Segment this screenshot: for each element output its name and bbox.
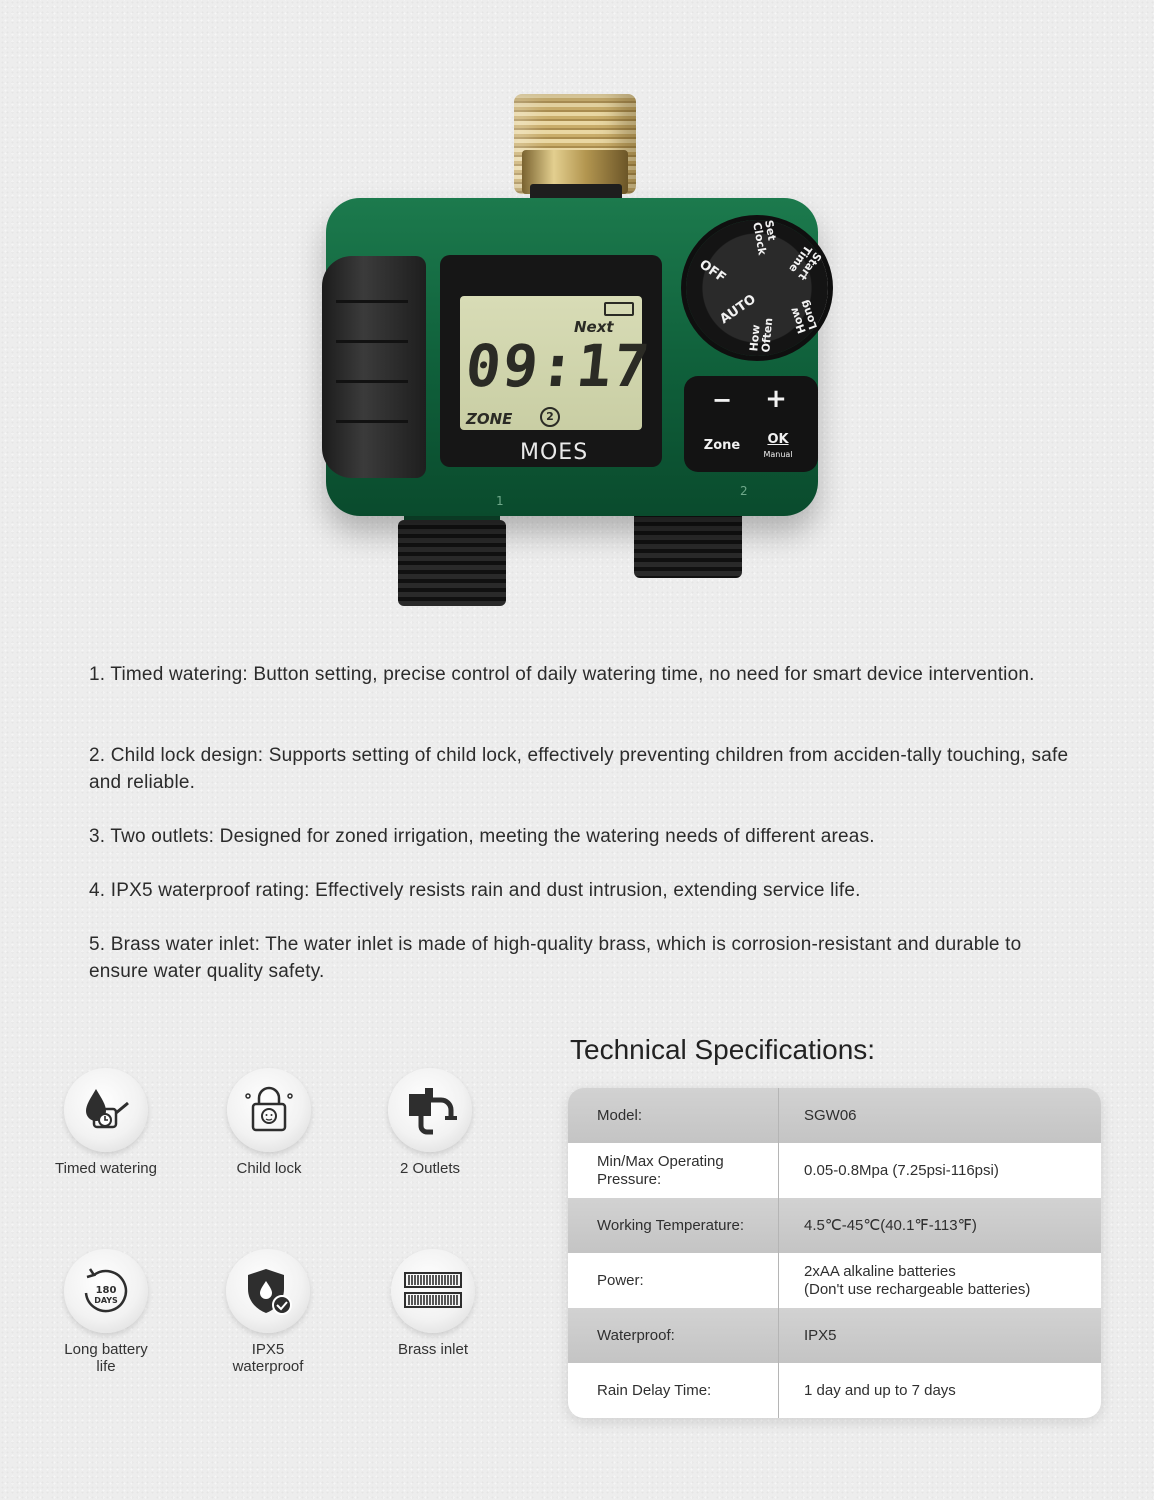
- table-row: [568, 1253, 1101, 1308]
- spec-value: SGW06: [804, 1106, 857, 1124]
- icon-label: Brass inlet: [397, 1341, 469, 1358]
- spec-value: [779, 1253, 1101, 1308]
- brass-inlet-icon: [391, 1249, 475, 1333]
- zone-button[interactable]: Zone: [703, 438, 741, 453]
- feature-item: 3. Two outlets: Designed for zoned irrigation, meeting the watering needs of different areas.: [89, 826, 875, 847]
- lcd-zone-label: ZONE: [466, 410, 513, 428]
- grip-ridge: [336, 420, 408, 423]
- dial-label-how-often: How Often: [747, 317, 776, 353]
- icon-label: 2 Outlets: [399, 1160, 461, 1177]
- feature-list: [89, 661, 1079, 985]
- feature-icon-outlets: [355, 1068, 505, 1177]
- lcd-time: 09:17: [462, 332, 655, 400]
- feature-icon-timed-watering: [31, 1068, 181, 1177]
- lcd-zone-number: 2: [540, 407, 560, 427]
- spec-key: Waterproof:: [568, 1308, 779, 1363]
- specs-table: [568, 1088, 1101, 1418]
- two-outlets-icon: [388, 1068, 472, 1152]
- watering-can-icon: [64, 1068, 148, 1152]
- spec-value: 4.5℃-45℃(40.1℉-113℉): [804, 1216, 977, 1234]
- icon-label: IPX5 waterproof: [232, 1341, 304, 1375]
- spec-key: Model:: [568, 1088, 779, 1143]
- battery-indicator-icon: [604, 302, 634, 316]
- dial-label-set-clock: Set Clock: [750, 219, 779, 257]
- feature-icon-child-lock: [194, 1068, 344, 1177]
- spec-value: 0.05-0.8Mpa (7.25psi-116psi): [804, 1161, 999, 1179]
- spec-value-line: (Don't use rechargeable batteries): [804, 1280, 1031, 1298]
- minus-button[interactable]: −: [711, 386, 733, 414]
- spec-key: Rain Delay Time:: [568, 1363, 779, 1418]
- feature-icon-battery: [31, 1249, 181, 1375]
- table-row: [568, 1143, 1101, 1198]
- grip-ridge: [336, 340, 408, 343]
- spec-value-line: 2xAA alkaline batteries: [804, 1262, 956, 1280]
- table-row: [568, 1198, 1101, 1253]
- specs-title: Technical Specifications:: [570, 1034, 876, 1065]
- spec-key: Min/Max Operating Pressure:: [568, 1143, 779, 1198]
- side-grip: [322, 256, 426, 478]
- manual-label: Manual: [763, 450, 793, 459]
- outlet-2: [634, 508, 742, 578]
- outlet-number-2: 2: [740, 484, 748, 498]
- product-image: [0, 0, 1154, 620]
- brand-logo: MOES: [520, 440, 589, 465]
- waterproof-shield-icon: [226, 1249, 310, 1333]
- feature-item: 2. Child lock design: Supports setting of child lock, effectively preventing children from acciden-tally touching, safe and reliable.: [89, 745, 1069, 793]
- lcd-next-label: Next: [574, 318, 614, 336]
- table-row: [568, 1088, 1101, 1143]
- spec-key: Working Temperature:: [568, 1198, 779, 1253]
- feature-icon-waterproof: [193, 1249, 343, 1375]
- grip-ridge: [336, 380, 408, 383]
- icon-label: Timed watering: [55, 1160, 157, 1177]
- ok-button[interactable]: OK: [767, 432, 789, 447]
- icon-label: Child lock: [236, 1160, 302, 1177]
- child-lock-icon: [227, 1068, 311, 1152]
- spec-value: 1 day and up to 7 days: [804, 1381, 956, 1399]
- dial-label-auto: AUTO: [717, 291, 759, 328]
- table-row: [568, 1308, 1101, 1363]
- icon-label: Long battery life: [64, 1341, 148, 1375]
- grip-ridge: [336, 300, 408, 303]
- button-pad: [684, 376, 818, 472]
- mode-dial[interactable]: [686, 220, 828, 356]
- plus-button[interactable]: +: [765, 384, 787, 414]
- battery-badge-top: 180: [95, 1285, 117, 1296]
- outlet-number-1: 1: [496, 494, 504, 508]
- dial-label-start-time: Start Time: [786, 242, 825, 283]
- dial-label-off: OFF: [696, 257, 729, 286]
- spec-key: Power:: [568, 1253, 779, 1308]
- dial-label-how-long: How Long: [787, 298, 821, 336]
- outlet-1: [398, 520, 506, 606]
- feature-icon-brass-inlet: [358, 1249, 508, 1358]
- battery-badge-bottom: DAYS: [94, 1296, 118, 1305]
- spec-value-lines: [804, 1263, 1030, 1299]
- feature-item: 4. IPX5 waterproof rating: Effectively resists rain and dust intrusion, extending service life.: [89, 880, 861, 901]
- battery-days-icon: [64, 1249, 148, 1333]
- spec-value: IPX5: [804, 1326, 837, 1344]
- feature-item: 1. Timed watering: Button setting, precise control of daily watering time, no need for smart device intervention.: [89, 664, 1035, 685]
- table-row: [568, 1363, 1101, 1418]
- feature-item: 5. Brass water inlet: The water inlet is made of high-quality brass, which is corrosion-resistant and durable to ensure water quality safety.: [89, 934, 1022, 982]
